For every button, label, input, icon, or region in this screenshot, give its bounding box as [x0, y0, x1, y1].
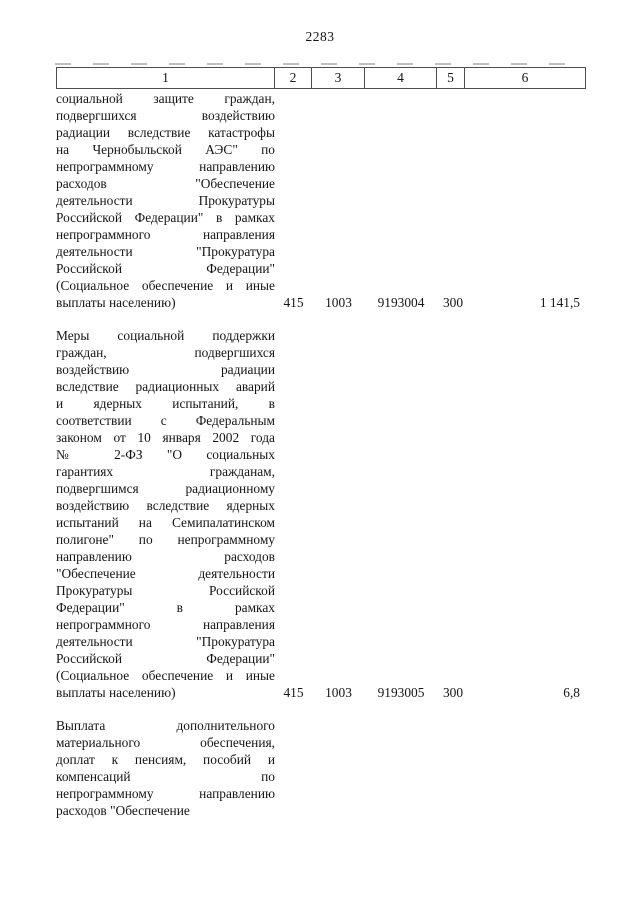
- row-description: социальной защите граждан, подвергшихся воздействию радиации вследствие катастрофы на Чернобыльской АЭС" по непрограммному направлению расходов "Обеспечение деятельности Прокуратуры Российской Федерации" в рамках непрограммного направления деятельности "Прокуратура Российской Федерации" (Социальное обеспечение и иные выплаты населению): [56, 91, 275, 310]
- cell-code-col3: 1003: [325, 685, 352, 700]
- cell-code-col5: 300: [442, 295, 464, 310]
- column-header-3: 3: [312, 68, 365, 88]
- cell-code-col3: 1003: [325, 295, 352, 310]
- budget-table-body: [56, 90, 586, 819]
- table-header-row: [56, 67, 586, 89]
- table-row: [56, 90, 586, 311]
- cell-code-col4: 9193005: [377, 685, 425, 700]
- row-description: Выплата дополнительного материального обеспечения, доплат к пенсиям, пособий и компенсаций по непрограммному направлению расходов "Обеспечение: [56, 718, 275, 818]
- page-number: 2283: [305, 29, 335, 44]
- cell-amount: 6,8: [563, 685, 580, 700]
- cell-code-col2: 415: [283, 295, 304, 310]
- column-header-1: 1: [57, 68, 275, 88]
- cell-code-col4: 9193004: [377, 295, 425, 310]
- cell-code-col2: 415: [283, 685, 304, 700]
- column-header-4: 4: [365, 68, 437, 88]
- column-header-5: 5: [437, 68, 465, 88]
- table-row: [56, 327, 586, 701]
- column-header-2: 2: [275, 68, 312, 88]
- column-header-6: 6: [521, 70, 529, 85]
- table-row: [56, 717, 586, 819]
- cell-amount: 1 141,5: [539, 295, 580, 310]
- row-description: Меры социальной поддержки граждан, подвергшихся воздействию радиации вследствие радиационных аварий и ядерных испытаний, в соответствии с Федеральным законом от 10 января 2002 года № 2-ФЗ "О социальных гарантиях гражданам, подвергшимся радиационному воздействию вследствие ядерных испытаний на Семипалатинском полигоне" по непрограммному направлению расходов "Обеспечение деятельности Прокуратуры Российской Федерации" в рамках непрограммного направления деятельности "Прокуратура Российской Федерации" (Социальное обеспечение и иные выплаты населению): [56, 328, 275, 700]
- cell-code-col5: 300: [442, 685, 464, 700]
